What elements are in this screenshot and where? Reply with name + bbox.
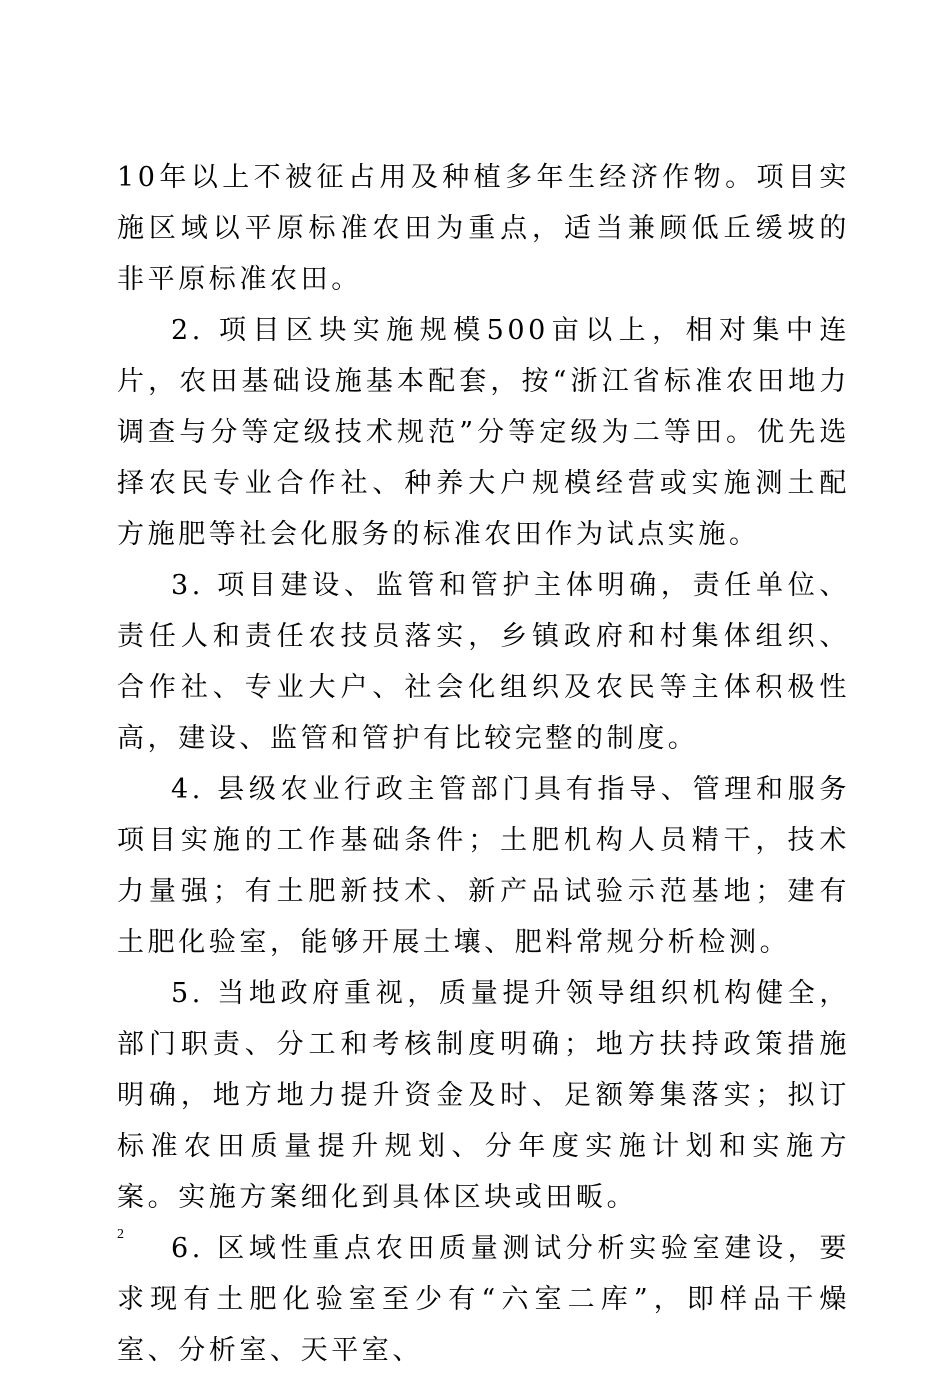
paragraph-item-3: 3. 项目建设、监管和管护主体明确，责任单位、责任人和责任农技员落实，乡镇政府和村集体组织、合作社、专业大户、社会化组织及农民等主体积极性高，建设、监管和管护有比较完整的制度。 xyxy=(117,570,850,754)
document-body xyxy=(117,152,850,1376)
paragraph-item-2: 2. 项目区块实施规模500亩以上，相对集中连片，农田基础设施基本配套，按“浙江省标准农田地力调查与分等定级技术规范”分等定级为二等田。优先选择农民专业合作社、种养大户规模经营或实施测土配方施肥等社会化服务的标准农田作为试点实施。 xyxy=(117,315,850,550)
page-number: 2 xyxy=(117,1227,124,1242)
paragraph-item-4: 4. 县级农业行政主管部门具有指导、管理和服务项目实施的工作基础条件；土肥机构人员精干，技术力量强；有土肥新技术、新产品试验示范基地；建有土肥化验室，能够开展土壤、肥料常规分析检测。 xyxy=(117,774,850,958)
paragraph-item-5: 5. 当地政府重视，质量提升领导组织机构健全，部门职责、分工和考核制度明确；地方扶持政策措施明确，地方地力提升资金及时、足额筹集落实；拟订标准农田质量提升规划、分年度实施计划和实施方案。实施方案细化到具体区块或田畈。 xyxy=(117,978,850,1213)
paragraph-continuation: 10年以上不被征占用及种植多年生经济作物。项目实施区域以平原标准农田为重点，适当兼顾低丘缓坡的非平原标准农田。 xyxy=(117,162,850,295)
paragraph-item-6: 6. 区域性重点农田质量测试分析实验室建设，要求现有土肥化验室至少有“六室二库”，即样品干燥室、分析室、天平室、 xyxy=(117,1233,850,1366)
